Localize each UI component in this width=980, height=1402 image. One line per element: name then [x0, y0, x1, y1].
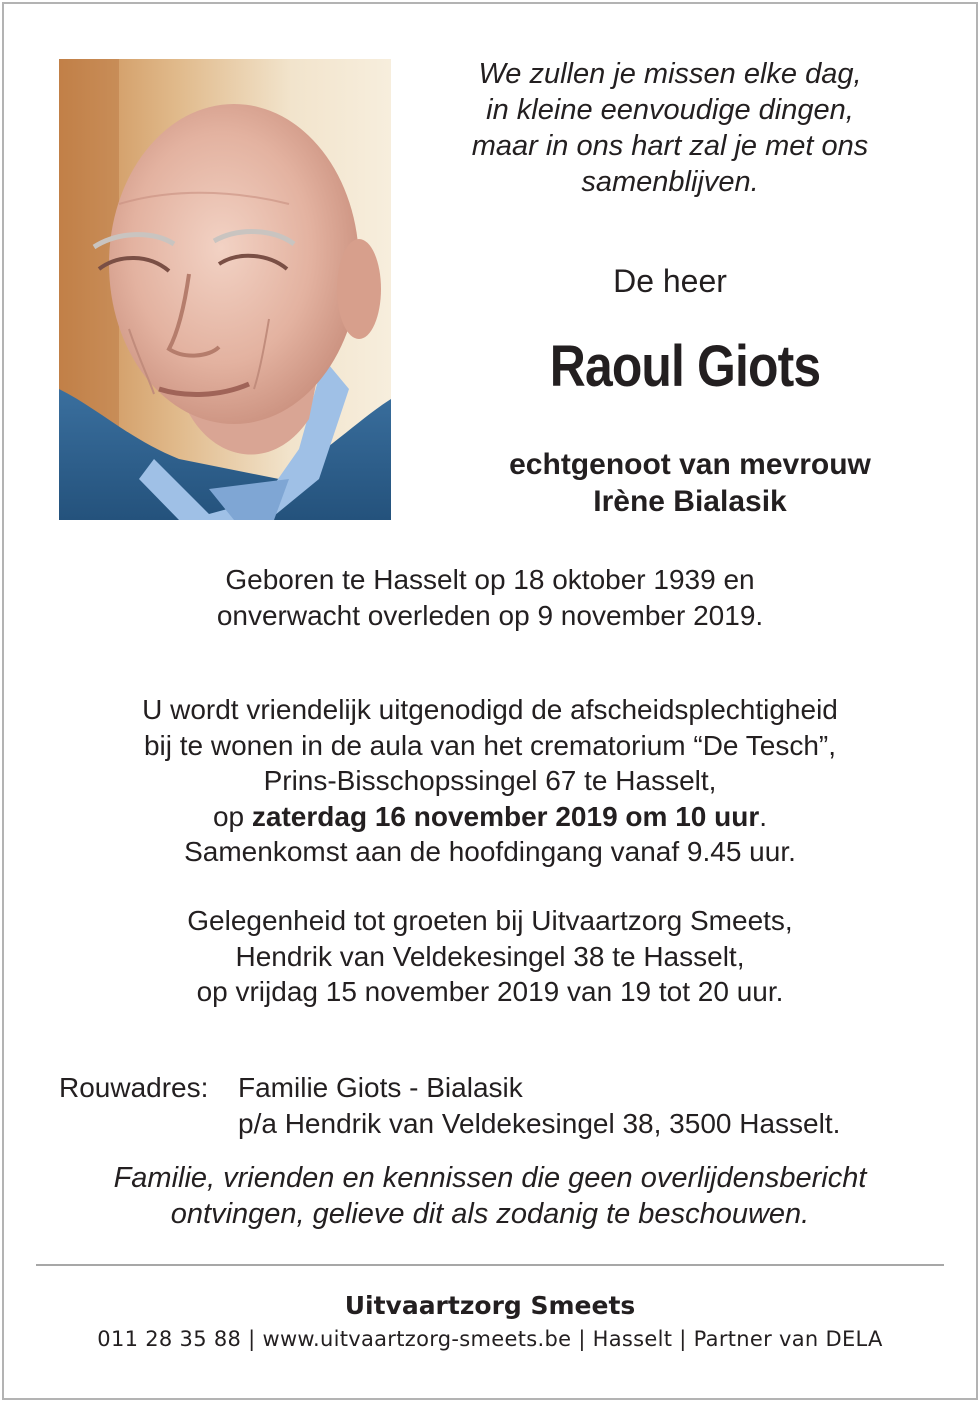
ceremony-date-prefix: op	[212, 800, 252, 832]
ceremony-line: bij te wonen in de aula van het crematorium “De Tesch”,	[143, 729, 837, 761]
portrait-photo	[59, 59, 391, 520]
poem-line: samenblijven.	[581, 166, 759, 198]
mourning-address	[59, 1070, 840, 1142]
visitation-line: Hendrik van Veldekesingel 38 te Hasselt,	[235, 940, 745, 972]
divider	[36, 1264, 944, 1266]
ceremony-line: Samenkomst aan de hoofdingang vanaf 9.45 uur.	[184, 836, 796, 867]
ceremony-line: U wordt vriendelijk uitgenodigd de afscheidsplechtigheid	[142, 694, 838, 725]
mourning-address-label: Rouwadres:	[59, 1072, 209, 1103]
memorial-poem	[420, 56, 920, 200]
notice-line: ontvingen, gelieve dit als zodanig te beschouwen.	[170, 1198, 810, 1230]
ceremony-date-line	[0, 799, 980, 835]
spouse-name: Irène Bialasik	[593, 485, 787, 518]
footer-contact: 011 28 35 88 | www.uitvaartzorg-smeets.be | Hasselt | Partner van DELA	[97, 1327, 883, 1351]
salutation: De heer	[613, 263, 727, 299]
birth-line: Geboren te Hasselt op 18 oktober 1939 en	[225, 564, 755, 595]
notice-text	[0, 1160, 980, 1232]
deceased-name: Raoul Giots	[549, 334, 821, 399]
visitation-line: op vrijdag 15 november 2019 van 19 tot 20 uur.	[196, 976, 784, 1007]
ceremony-date-suffix: .	[759, 800, 768, 832]
spouse-line: echtgenoot van mevrouw	[509, 448, 871, 481]
poem-line: in kleine eenvoudige dingen,	[486, 94, 854, 126]
mourning-address-family: Familie Giots - Bialasik	[238, 1072, 523, 1103]
ceremony-date: zaterdag 16 november 2019 om 10 uur	[251, 800, 760, 832]
mourning-address-street: p/a Hendrik van Veldekesingel 38, 3500 Hasselt.	[238, 1108, 841, 1139]
spouse-info	[420, 446, 960, 520]
footer-company: Uitvaartzorg Smeets	[344, 1291, 636, 1320]
visitation-line: Gelegenheid tot groeten bij Uitvaartzorg Smeets,	[187, 905, 793, 936]
death-line: onverwacht overleden op 9 november 2019.	[216, 599, 764, 631]
ceremony-info	[0, 692, 980, 870]
poem-line: maar in ons hart zal je met ons	[471, 130, 869, 162]
visitation-info	[0, 903, 980, 1010]
birth-death-info	[0, 562, 980, 633]
poem-line: We zullen je missen elke dag,	[478, 58, 862, 90]
notice-line: Familie, vrienden en kennissen die geen overlijdensbericht	[113, 1162, 867, 1194]
ceremony-line: Prins-Bisschopssingel 67 te Hasselt,	[263, 765, 717, 796]
